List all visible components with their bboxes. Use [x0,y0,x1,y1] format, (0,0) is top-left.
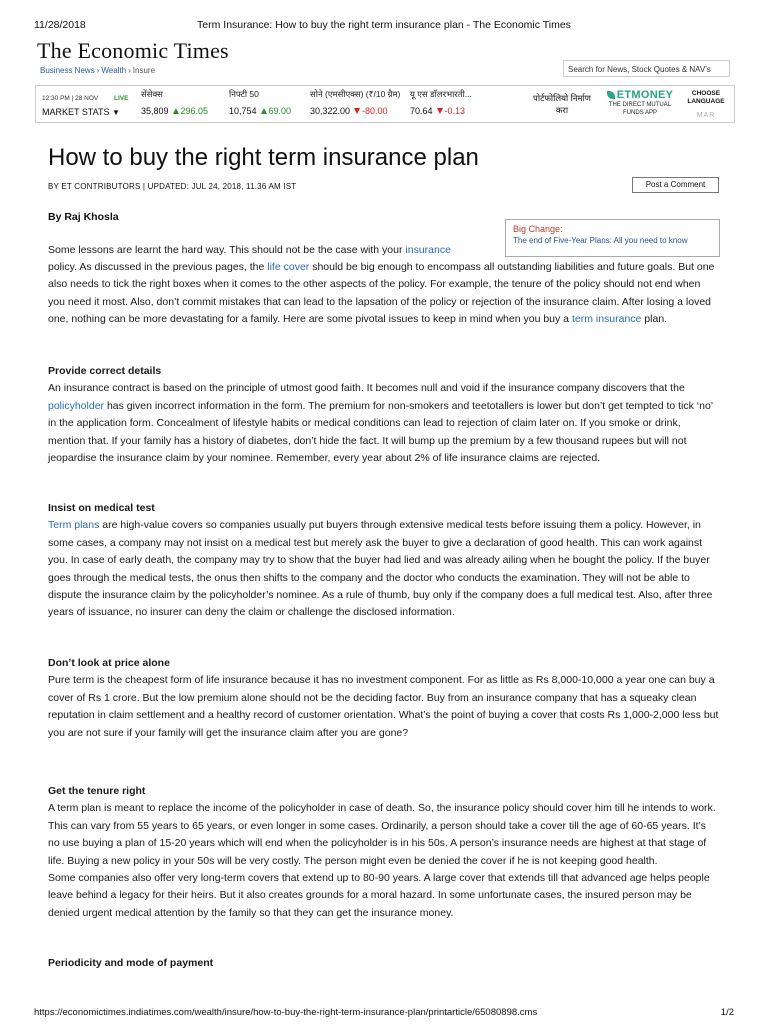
ticker-usd-inr[interactable] [410,89,472,116]
related-story-box [505,219,720,257]
intro-paragraph: policy. As discussed in the previous pages, the life cover should be big enough to encompass all outstanding liabilities and future goals. But one also needs to tick the right boxes when it comes to the other aspects of the policy. For example, the tenure of the policy should not end when you need it most. Also, don’t commit mistakes that can lead to the lapsation of the policy or rejection of the insurance claim. After losing a loved one, nothing can be more devastating for a family. Here are some pivotal issues to keep in mind when you buy a term insurance plan. [48,261,715,326]
ticker-time: 12:30 PM | 28 NOV [42,95,99,102]
breadcrumb-insure[interactable]: Insure [132,66,156,75]
arrow-down-icon [354,108,360,114]
related-story-link[interactable]: The end of Five-Year Plans: All you need to know [513,236,688,245]
language-selector[interactable] [684,90,728,120]
post-comment-button[interactable]: Post a Comment [632,177,719,193]
article-title: How to buy the right term insurance plan [48,144,479,171]
article-byline: BY ET CONTRIBUTORS | UPDATED: JUL 24, 2018, 11.36 AM IST [48,182,297,191]
market-ticker [35,85,735,123]
section-tenure [48,783,720,922]
ticker-nifty[interactable] [229,89,291,116]
etmoney-logo-icon [607,91,615,99]
print-header [0,0,768,40]
section-heading: Get the tenure right [48,785,146,797]
section-text: Some companies also offer very long-term covers that extend up to 80-90 years. A large cover that extends till that advanced age helps people leave behind a legacy for their heirs. But it also creates grounds for a moral hazard. In some unfortunate cases, the insured person may be denied urgent medical attention by the family so that they can get the insurance money. [48,872,710,919]
caret-down-icon: ▼ [112,108,120,117]
ticker-change: -80.00 [362,106,388,116]
ticker-gold[interactable] [310,89,400,116]
section-heading: Don’t look at price alone [48,657,170,669]
section-medical-test [48,500,720,622]
ticker-label: निफ्टी 50 [229,89,259,99]
print-url: https://economictimes.indiatimes.com/wealth/insure/how-to-buy-the-right-term-insurance-plan/printarticle/65080898.cms [34,1007,538,1018]
print-date: 11/28/2018 [34,19,86,31]
ticker-value: 35,809 [141,106,169,116]
intro-first-line: Some lessons are learnt the hard way. This should not be the case with your insurance [48,244,451,256]
arrow-up-icon [261,108,267,114]
life-cover-link[interactable]: life cover [267,261,310,273]
section-text: Term plans are high-value covers so companies usually put buyers through extensive medical tests before issuing them a policy. However, in some cases, a company may not insist on a medical test but merely ask the buyer to give a declaration of good health. This can work against you. In case of early death, the company may try to show that the buyer had lied and was already ailing when he bought the policy. If the buyer goes through the medical tests, the onus then shifts to the company and the doctor who conducts the examination. They will not be able to dispute the insurance claim by the policyholder’s nominee. As a rule of thumb, buy only if the company does a full medical test. Also, after three years of issuance, no insurer can deny the claim or challenge the disclosed information. [48,519,713,619]
ticker-label: सेंसेक्स [141,89,163,99]
breadcrumb-business-news[interactable]: Business News [40,66,95,75]
etmoney-promo[interactable] [601,89,679,117]
ticker-change: 69.00 [268,106,292,116]
article-author: By Raj Khosla [48,211,119,223]
ticker-label: सोने (एमसीएक्स) (₹/10 ग्रैम) [310,89,401,99]
site-logo[interactable]: The Economic Times [37,38,229,63]
section-correct-details [48,363,720,467]
section-heading: Provide correct details [48,365,162,377]
arrow-down-icon [437,108,443,114]
language-value: MAR [696,112,716,119]
live-badge: LIVE [114,95,129,102]
ticker-label: यू एस डॉलरभारती... [410,89,472,99]
section-text: A term plan is meant to replace the income of the policyholder in case of death. So, the insurance policy should cover him till he intends to work. This can vary from 55 years to 65 years, or even longer in some cases. Ordinarily, a person should take a cover till the age of 60-65 years. It’s no use buying a plan of 15-20 years which will end when the policyholder is in his 50s. A person’s insurance needs are highest at that stage of life. Buying a new policy in your 50s will be very costly. The person might even be denied the cover if he is not keeping good health. [48,802,716,867]
section-heading: Insist on medical test [48,502,155,514]
ticker-value: 10,754 [229,106,257,116]
section-heading: Periodicity and mode of payment [48,957,214,969]
arrow-up-icon [173,108,179,114]
term-plans-link[interactable]: Term plans [48,519,100,532]
print-page-number: 1/2 [720,1007,734,1018]
section-price [48,655,720,742]
etmoney-brand: ETMONEY [616,89,674,101]
ticker-sensex[interactable] [141,89,208,116]
ticker-value: 70.64 [410,106,433,116]
section-text: Pure term is the cheapest form of life insurance because it has no investment component. For as little as Rs 8,000-10,000 a year one can buy a cover of Rs 1 crore. But the low premium alone should not be the deciding factor. Buy from an insurance company that has a squeaky clean reputation in claim settlement and a healthy record of customer orientation. What’s the point of buying a cover that costs Rs 1,000-2,000 less but you are not sure if your family will get the insurance claim after you are gone? [48,674,719,739]
breadcrumb: Business News › Wealth › Insure [40,66,156,75]
policyholder-link[interactable]: policyholder [48,399,105,412]
ticker-change: 296.05 [180,106,209,116]
breadcrumb-wealth[interactable]: Wealth [101,66,127,75]
insurance-link[interactable]: insurance [405,244,451,256]
section-periodicity [48,955,720,972]
ticker-value: 30,322.00 [310,106,351,116]
market-stats-dropdown[interactable]: MARKET STATS ▼ [42,107,120,117]
section-text: An insurance contract is based on the principle of utmost good faith. It becomes null and void if the insurance company discovers that the policyholder has given incorrect information in the form. The premium for non-smokers and teetotallers is lower but don’t get tempted to tick ‘no’ in the application form. Concealment of lifestyle habits or medical conditions can lead to rejection of claim later on. If you smoke or drink, mention that. If your family has a history of diabetes, don’t hide the fact. It will bump up the premium by a few thousand rupees but will not jeopardise the insurance claim by your nominee. Remember, every year about 2% of life insurance claims are rejected. [48,382,713,465]
choose-language-label: CHOOSE LANGUAGE [687,90,725,105]
search-input[interactable]: Search for News, Stock Quotes & NAV's [563,60,730,77]
ticker-change: -0.13 [444,106,466,116]
related-label: Big Change: [513,224,563,234]
etmoney-tagline: THE DIRECT MUTUAL FUNDS APP [608,102,672,116]
print-page-title: Term Insurance: How to buy the right term insurance plan - The Economic Times [197,19,571,31]
create-portfolio-link[interactable]: पोर्टफोलियो निर्माण करा [533,93,591,115]
term-insurance-link[interactable]: term insurance [571,313,642,326]
